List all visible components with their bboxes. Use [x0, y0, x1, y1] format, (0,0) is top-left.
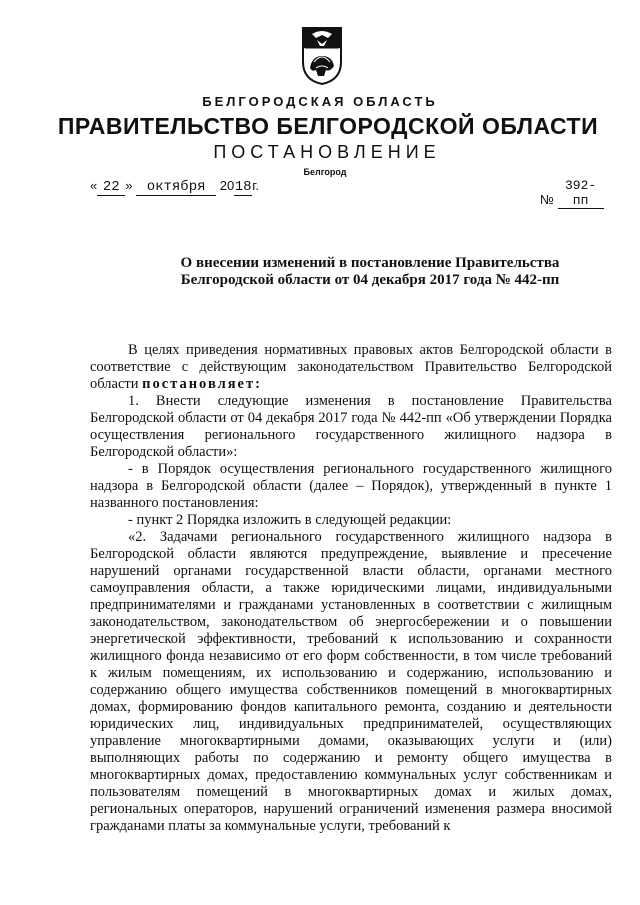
title-line-1: О внесении изменений в постановление Правительства [180, 255, 560, 271]
document-number [540, 178, 604, 209]
date-month: октября [136, 179, 216, 196]
paragraph-preamble [90, 342, 612, 393]
date-year-unit: г. [252, 178, 259, 193]
date-close-quote: » [125, 178, 133, 193]
title-line-2: Белгородской области от 04 декабря 2017 года № 442-пп [180, 272, 560, 288]
document-title [150, 255, 590, 289]
city-name: Белгород [303, 167, 347, 177]
document-type: ПОСТАНОВЛЕНИЕ [213, 142, 441, 162]
paragraph-order-change: - в Порядок осуществления регионального государственного жилищного надзора в Белгородской области (далее – Порядок), утвержденный в пункте 1 названного постановления: [90, 461, 612, 511]
paragraph-clause-2-intro: - пункт 2 Порядка изложить в следующей редакции: [128, 512, 452, 528]
number-value: 392-пп [558, 178, 604, 209]
date-year-suffix: 18 [234, 179, 252, 195]
date-day: 22 [97, 179, 125, 196]
date-year-prefix: 20 [219, 178, 235, 193]
preamble-resolves: постановляет: [142, 376, 262, 392]
paragraph-clause-2-text: «2. Задачами регионального государственного жилищного надзора в Белгородской области являются предупреждение, выявление и пресечение нарушений органами государственной власти области, органами местного самоуправления области, а также юридическими лицами, индивидуальными предпринимателями и гражданами установленных в соответствии с жилищным законодательством, законодательством об энергосбережении и о повышении энергетической эффективности, требований к использованию и сохранности жилищного фонда независимо от его форм собственности, в том числе требований к жилым помещениям, их использованию и содержанию, использованию и содержанию общего имущества собственников помещений в многоквартирных домах, формированию фондов капитального ремонта, созданию и деятельности юридических лиц, индивидуальных предпринимателей, осуществляющих управление многоквартирными домами, оказывающих услуги и (или) выполняющих работы по содержанию и ремонту общего имущества в многоквартирных домах, предоставлению коммунальных услуг собственникам и пользователям помещений в многоквартирных домах и жилых домах, региональных операторов, нарушений ограничений изменения размера вносимой гражданами платы за коммунальные услуги, требований к [90, 529, 612, 834]
number-prefix: № [540, 192, 554, 207]
region-name: БЕЛГОРОДСКАЯ ОБЛАСТЬ [202, 94, 438, 109]
paragraph-item-1: 1. Внести следующие изменения в постановление Правительства Белгородской области от 04 декабря 2017 года № 442-пп «Об утверждении Порядка осуществления регионального государственного жилищного надзора в Белгородской области»: [90, 393, 612, 460]
document-date [90, 178, 259, 196]
coat-of-arms-emblem [300, 22, 344, 86]
document-body [90, 342, 612, 835]
government-name: ПРАВИТЕЛЬСТВО БЕЛГОРОДСКОЙ ОБЛАСТИ [57, 113, 599, 139]
date-open-quote: « [90, 178, 98, 193]
preamble-text: В целях приведения нормативных правовых актов Белгородской области в соответствие с действующим законодательством Правительство Белгородской области [90, 342, 612, 392]
